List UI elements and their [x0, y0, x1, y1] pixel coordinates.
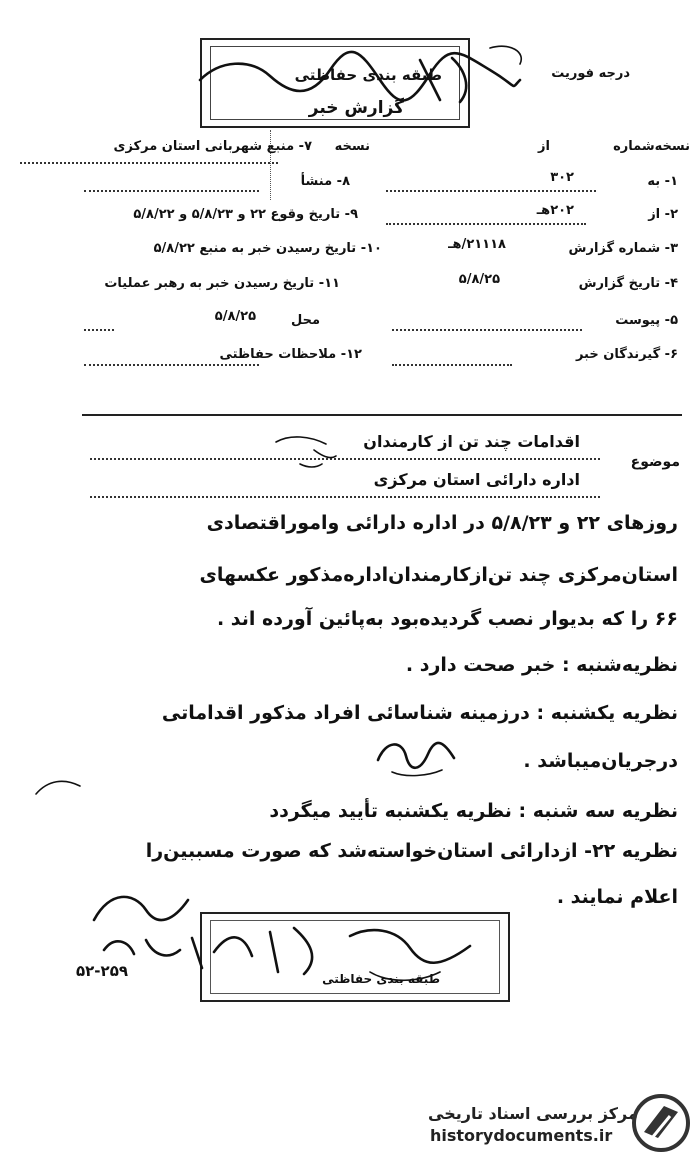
handwritten-scribble-top — [190, 40, 530, 130]
subject-label: موضوع — [630, 454, 680, 470]
source-field: ۷- منبع شهربانی استان مرکزی — [113, 139, 312, 154]
body-line-2: استان‌مرکزی چند تن‌ازکارمندان‌اداره‌مذکور عکسهای — [199, 564, 678, 586]
body-line-7: نظریه سه شنبه : نظریه یکشنبه تأیید میگردد — [269, 800, 678, 822]
leadership-date-field: ۱۱- تاریخ رسیدن خبر به رهبر عملیات — [104, 276, 340, 291]
place-dots — [84, 329, 114, 331]
attachment-dots — [392, 329, 582, 331]
handwritten-signature-1 — [372, 732, 462, 782]
handwritten-mark — [30, 772, 90, 802]
report-date-label: ۴- تاریخ گزارش — [578, 276, 678, 291]
origin-label: ۸- منشأ — [300, 174, 350, 189]
recipients-dots — [392, 364, 512, 366]
priority-label: درجه فوریت — [551, 66, 630, 81]
remarks-dots — [84, 364, 259, 366]
handwritten-subject-note — [270, 430, 340, 474]
section-divider — [82, 414, 682, 416]
leadership-date-value: ۵/۸/۲۵ — [214, 309, 256, 324]
column-divider — [270, 130, 273, 200]
watermark-title: مرکز بررسی اسناد تاریخی — [428, 1104, 638, 1123]
body-line-8: نظریه ۲۲- ازدارائی استان‌خواسته‌شد که صورت مسببین‌را — [145, 840, 678, 862]
stamp-top-classification: طبقه بندی حفاظتی — [294, 66, 442, 84]
stamp-bottom-classification: طبقه بندی حفاظتی — [322, 972, 440, 986]
report-number-value: ۲۱۱۱۸/هـ — [448, 237, 506, 252]
from-row-dots — [386, 223, 586, 225]
from-row-label: ۲- از — [648, 207, 678, 222]
recipients-label: ۶- گیرندگان خبر — [575, 347, 678, 362]
report-date-value: ۵/۸/۲۵ — [458, 272, 500, 287]
subject-line1: اقدامات چند تن از کارمندان — [363, 432, 580, 451]
body-line-4: نظریه‌شنبه : خبر صحت دارد . — [405, 654, 678, 676]
attachment-label: ۵- پیوست — [615, 313, 678, 328]
to-dots — [386, 190, 596, 192]
to-label: ۱- به — [647, 174, 678, 189]
from-row-value: ۲۰۲هـ — [536, 203, 574, 218]
document-code: ۵۲-۲۵۹ — [76, 962, 129, 980]
copy-word: نسخه — [334, 139, 370, 154]
body-line-5: نظریه یکشنبه : درزمینه شناسائی افراد مذکور اقداماتی — [161, 702, 678, 724]
place-label: محل — [290, 313, 320, 328]
body-line-1: روزهای ۲۲ و ۵/۸/۲۳ در اداره دارائی واموراقتصادی — [206, 512, 678, 534]
from-label: از — [538, 139, 550, 154]
subject-underline2 — [90, 496, 600, 498]
origin-dots — [84, 190, 259, 192]
to-value: ۳۰۲ — [550, 170, 574, 185]
source-underline — [20, 162, 278, 164]
body-line-3: ۶۶ را که بدیوار نصب گردیده‌بود به‌پائین آورده اند . — [216, 608, 678, 630]
copy-number-label: نسخه‌شماره — [613, 139, 690, 154]
stamp-top-report-title: گزارش خبر — [308, 98, 404, 118]
receipt-date-field: ۱۰- تاریخ رسیدن خبر به منبع ۵/۸/۲۲ — [153, 241, 382, 256]
archive-logo-icon — [630, 1092, 692, 1154]
report-number-label: ۳- شماره گزارش — [568, 241, 678, 256]
body-line-6: درجریان‌میباشد . — [523, 750, 678, 772]
watermark-url: historydocuments.ir — [430, 1126, 613, 1145]
handwritten-scribble-bottom — [200, 912, 510, 1002]
subject-line2: اداره دارائی استان مرکزی — [373, 470, 580, 489]
event-date-field: ۹- تاریخ وقوع ۲۲ و ۵/۸/۲۳ و ۵/۸/۲۲ — [133, 207, 358, 222]
subject-underline1 — [90, 458, 600, 460]
remarks-label: ۱۲- ملاحظات حفاظتی — [219, 347, 362, 362]
body-line-9: اعلام نمایند . — [556, 886, 678, 908]
